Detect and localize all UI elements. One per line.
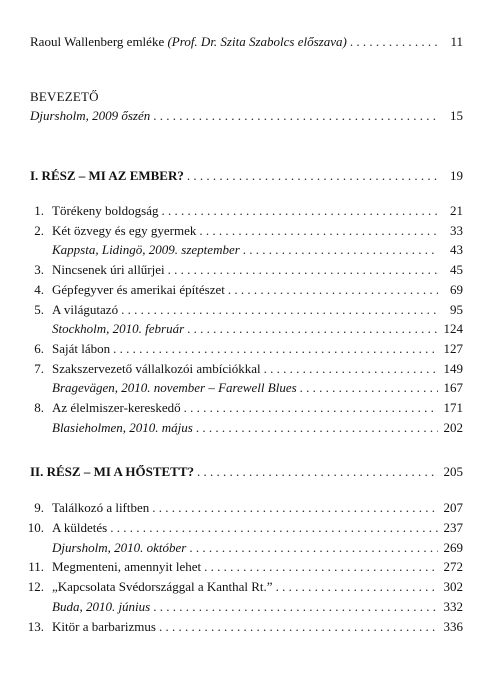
part1-heading (30, 168, 463, 184)
dot-leader (199, 223, 438, 239)
entry-place-date: Stockholm, 2010. február (52, 321, 185, 337)
entry-title: Nincsenek úri allűrjei (52, 262, 165, 278)
entry-title: Kitör a barbarizmus (52, 618, 156, 634)
dot-leader (264, 361, 438, 377)
page-number: 95 (450, 301, 463, 317)
page-number: 43 (450, 242, 463, 258)
entry-number: 2. (34, 222, 44, 238)
intro-entry-title: Djursholm, 2009 őszén (30, 108, 151, 123)
toc-entry (14, 242, 463, 258)
dot-leader (152, 500, 438, 516)
page-number: 15 (450, 108, 463, 123)
toc-entry (14, 361, 463, 377)
entry-title: Gépfegyver és amerikai építészet (52, 281, 225, 297)
dot-leader (196, 420, 438, 436)
dot-leader (189, 540, 438, 556)
entry-number: 7. (34, 360, 44, 376)
entry-title: Szakszervezető vállalkozói ambíciókkal (52, 360, 261, 376)
page-number: 149 (443, 360, 463, 376)
entry-place-date: Blasieholmen, 2010. május (52, 419, 193, 435)
toc-entry (14, 559, 463, 575)
entry-title: A világutazó (52, 301, 119, 317)
toc-entry (14, 321, 463, 337)
toc-entry (14, 619, 463, 635)
dot-leader (350, 34, 438, 50)
entry-title: „Kapcsolata Svédországgal a Kanthal Rt.” (52, 579, 273, 595)
dot-leader (187, 321, 438, 337)
entry-number: 4. (34, 281, 44, 297)
page-number: 202 (443, 419, 463, 435)
entry-place-date: Bragevägen, 2010. november – Farewell Blues (52, 380, 297, 396)
page-number: 237 (443, 519, 463, 535)
entry-place-date: Kappsta, Lidingö, 2009. szeptember (52, 242, 240, 258)
dot-leader (110, 520, 438, 536)
entry-title: Saját lábon (52, 340, 111, 356)
entry-number: 9. (34, 500, 44, 515)
page-number: 167 (443, 380, 463, 396)
dot-leader (228, 282, 438, 298)
page-number: 21 (450, 203, 463, 218)
toc-entry (14, 500, 463, 516)
dot-leader (153, 108, 438, 124)
page-number: 336 (443, 618, 463, 634)
toc-entry (14, 400, 463, 416)
toc-entry (14, 341, 463, 357)
toc-entry (14, 302, 463, 318)
dot-leader (162, 203, 438, 219)
page-number: 207 (443, 500, 463, 515)
page-number: 272 (443, 559, 463, 575)
entry-title: Törékeny boldogság (52, 203, 159, 218)
dot-leader (121, 302, 438, 318)
entry-number: 11. (28, 559, 44, 575)
entry-number: 13. (27, 618, 44, 634)
part2-title: II. RÉSZ – MI A HŐSTETT? (30, 464, 194, 479)
entry-number: 1. (34, 203, 44, 218)
toc-entry (14, 420, 463, 436)
dot-leader (204, 559, 438, 575)
entry-place-date: Djursholm, 2010. október (52, 539, 187, 555)
dot-leader (197, 464, 438, 480)
dot-leader (243, 242, 438, 258)
dot-leader (113, 341, 438, 357)
page-number: 269 (443, 539, 463, 555)
toc-entry (14, 540, 463, 556)
foreword-title-italic: (Prof. Dr. Szita Szabolcs előszava) (167, 34, 347, 49)
entry-title: Két özvegy és egy gyermek (52, 222, 197, 238)
dot-leader (153, 599, 438, 615)
toc-entry (14, 282, 463, 298)
intro-heading-text: BEVEZETŐ (30, 89, 99, 104)
toc-entry (14, 380, 463, 396)
dot-leader (159, 619, 438, 635)
foreword-title: Raoul Wallenberg emléke (30, 34, 168, 49)
toc-entry (14, 262, 463, 278)
entry-title: Az élelmiszer-kereskedő (52, 400, 181, 415)
page-number: 332 (443, 599, 463, 614)
toc-entry (14, 579, 463, 595)
intro-heading (30, 89, 99, 105)
dot-leader (168, 262, 438, 278)
toc-entry-foreword (30, 34, 463, 50)
page-number: 11 (450, 34, 463, 49)
page-number: 45 (450, 262, 463, 278)
dot-leader (187, 168, 438, 184)
page-number: 127 (443, 340, 463, 356)
entry-title: A küldetés (52, 519, 108, 535)
toc-entry (14, 599, 463, 615)
page-number: 302 (443, 579, 463, 595)
dot-leader (184, 400, 438, 416)
part2-heading (30, 464, 463, 480)
entry-number: 10. (27, 519, 44, 535)
page-number: 171 (443, 400, 463, 415)
dot-leader (300, 380, 438, 396)
page-number: 33 (450, 222, 463, 238)
entry-number: 5. (34, 301, 44, 317)
toc-entry-intro (30, 108, 463, 124)
page-number: 124 (443, 321, 463, 337)
entry-title: Találkozó a liftben (52, 500, 150, 515)
entry-number: 12. (27, 579, 44, 595)
part1-title: I. RÉSZ – MI AZ EMBER? (30, 168, 184, 183)
dot-leader (276, 579, 438, 595)
entry-number: 3. (34, 262, 44, 278)
page-number: 69 (450, 281, 463, 297)
toc-entry (14, 203, 463, 219)
entry-place-date: Buda, 2010. június (52, 599, 151, 614)
page-number: 205 (443, 464, 463, 479)
entry-number: 8. (34, 400, 44, 415)
toc-entry (14, 223, 463, 239)
toc-entry (14, 520, 463, 536)
entry-number: 6. (34, 340, 44, 356)
page-number: 19 (450, 168, 463, 183)
entry-title: Megmenteni, amennyit lehet (52, 559, 202, 575)
